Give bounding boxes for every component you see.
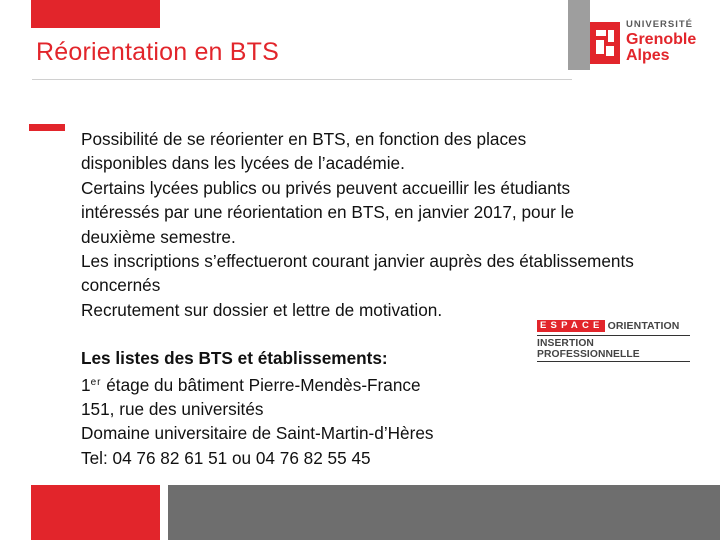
espace-orientation-logo: [537, 320, 697, 360]
espace-logo-rule-bottom: [537, 361, 690, 362]
paragraph-domaine: Domaine universitaire de Saint-Martin-d’Hères: [81, 423, 434, 444]
footer-gray-band: [168, 485, 720, 540]
espace-logo-row: [537, 320, 697, 332]
slide-body: [81, 127, 720, 470]
espace-orientation-label: ORIENTATION: [607, 320, 680, 332]
espace-insertion-label: INSERTION PROFESSIONNELLE: [537, 338, 640, 360]
floor-building: étage du bâtiment Pierre-Mendès-France: [101, 374, 421, 395]
logo-grenoble-label: Grenoble: [626, 30, 697, 48]
paragraph-recrutement: Recrutement sur dossier et lettre de motivation.: [81, 299, 443, 320]
paragraph-listes-heading: Les listes des BTS et établissements:: [81, 348, 388, 369]
footer-red-block: [31, 485, 160, 540]
title-divider: [32, 79, 572, 80]
espace-logo-rule: [537, 335, 690, 336]
paragraph-inscriptions: Les inscriptions s’effectueront courant janvier auprès des établissements concernés: [81, 251, 634, 296]
paragraph-etage: [81, 371, 720, 397]
logo-universite-label: UNIVERSITÉ: [626, 19, 694, 30]
paragraph-telephone: Tel: 04 76 82 61 51 ou 04 76 82 55 45: [81, 447, 371, 468]
content-accent-dash: [29, 124, 65, 131]
logo-alpes-label: Alpes: [626, 46, 670, 64]
university-logo: [568, 0, 697, 80]
espace-word: ESPACE: [537, 320, 605, 332]
slide-title: Réorientation en BTS: [36, 38, 280, 66]
top-accent-bar: [31, 0, 160, 28]
logo-gray-band: [568, 0, 590, 70]
paragraph-possibility: Possibilité de se réorienter en BTS, en fonction des places disponibles dans les lycées de l’académie.: [81, 129, 527, 174]
floor-ordinal: er: [90, 376, 102, 388]
paragraph-lycees: Certains lycées publics ou privés peuvent accueillir les étudiants intéressés par une réorientation en BTS, en janvier 2017, pour le deuxième semestre.: [81, 177, 575, 247]
floor-number: 1: [81, 374, 91, 395]
logo-text: [626, 20, 696, 64]
logo-mark-icon: [588, 20, 622, 66]
paragraph-address: 151, rue des universités: [81, 399, 264, 420]
